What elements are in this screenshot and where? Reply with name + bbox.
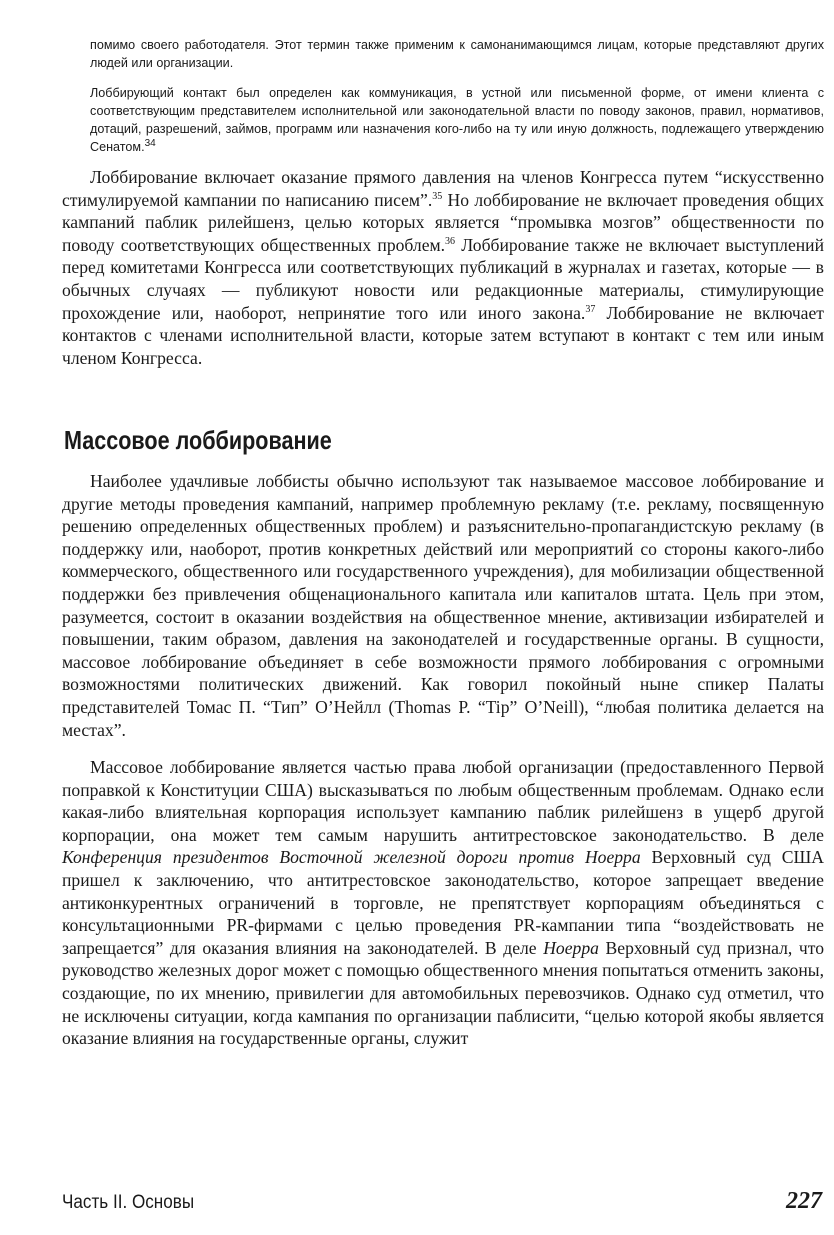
footnote-ref: 36 (445, 235, 456, 247)
footnote-text: Лоббирующий контакт был определен как коммуникация, в устной или письменной форме, от имени клиента с соответствующим представителем исполнительной или законодательной власти по поводу законов, правил, нормативов, дотаций, разрешений, займов, программ или назначения кого-либо на ту или иную должность, подлежащего утверждению Сенатом. (90, 86, 824, 154)
case-name: Конференция президентов Восточной железной дороги против Ноерра (62, 847, 641, 868)
paragraph-lobbying-definition (62, 166, 824, 369)
text-run: Верховный суд признал, что руководство железных дорог может с помощью общественного мнения попытаться отменить законы, создающие, по их мнению, привилегии для автомобильных перевозчиков. Однако суд отметил, что не исключены ситуации, когда кампания по организации паблисити, “целью которой якобы является оказание влияния на государственные органы, служит (62, 937, 824, 1049)
footnote-ref: 34 (144, 137, 156, 149)
text-run: Лоббирование включает оказание прямого давления на членов Конгресса путем “искусственно стимулируемой кампании по написанию писем”. (62, 167, 824, 210)
text-run: Массовое лоббирование является частью права любой организации (предоставленного Первой поправкой к Конституции США) высказываться по любым общественным проблемам. Однако если какая-либо влиятельная корпорация использует кампанию паблик рилейшенз в ущерб другой корпорации, она может тем самым нарушить антитрестовское законодательство. В деле (62, 757, 824, 845)
paragraph-grassroots-lobbying (62, 470, 824, 741)
running-footer-section: Часть II. Основы (62, 1192, 195, 1213)
section-heading: Массовое лоббирование (64, 425, 332, 455)
page-number: 227 (786, 1188, 822, 1214)
text-run: Лоббирование также не включает выступлений перед комитетами Конгресса или соответствующих публикаций в журналах и газетах, которые — в обычных случаях — публикуют новости или редакционные материалы, стимулирующие прохождение или, наоборот, непринятие того или иного закона. (62, 234, 824, 323)
case-name: Ноерра (543, 937, 599, 958)
footnote-text: помимо своего работодателя. Этот термин также применим к самонанимающимся лицам, которые представляют других людей или организации. (90, 38, 824, 70)
footnote-ref: 37 (585, 303, 596, 315)
footnote-continuation (90, 36, 824, 72)
text-run: Но лоббирование не включает проведения общих кампаний паблик рилейшенз, целью которых является “промывка мозгов” общественности по поводу соответствующих общественных проблем. (62, 189, 824, 255)
paragraph-text: Наиболее удачливые лоббисты обычно используют так называемое массовое лоббирование и другие методы проведения кампаний, например проблемную рекламу (т.е. рекламу, посвященную решению определенных общественных проблем) и разъяснительно-пропагандистскую рекламу (в поддержку или, наоборот, против конкретных действий или мероприятий со стороны какого-либо коммерческого, общественного или государственного учреждения), для мобилизации общественной поддержки без привлечения общенационального капитала или капиталов штата. Цель при этом, разумеется, состоит в оказании воздействия на общественное мнение, активизации избирателей и повышении, таким образом, давления на законодателей и государственные органы. В сущности, массовое лоббирование объединяет в себе возможности прямого лоббирования с огромными возможностями политических движений. Как говорил покойный ныне спикер Палаты представителей Томас П. “Тип” О’Нейлл (Thomas P. “Tip” O’Neill), “любая политика делается на местах”. (62, 471, 824, 740)
text-run: Лоббирование не включает контактов с членами исполнительной власти, которые затем вступают в контакт с тем или иным членом Конгресса. (62, 302, 824, 368)
text-run: Верховный суд США пришел к заключению, что антитрестовское законодательство, которое запрещает введение антиконкурентных ограничений в торговле, не препятствует корпорациям объединяться с консультационными PR-фирмами с целью проведения PR-кампании типа “воздействовать не запрещается” для оказания влияния на законодателей. В деле (62, 847, 824, 958)
footnote-ref: 35 (432, 190, 443, 202)
footnote-lobbying-contact (90, 84, 824, 156)
paragraph-legal-aspects (62, 756, 824, 1050)
